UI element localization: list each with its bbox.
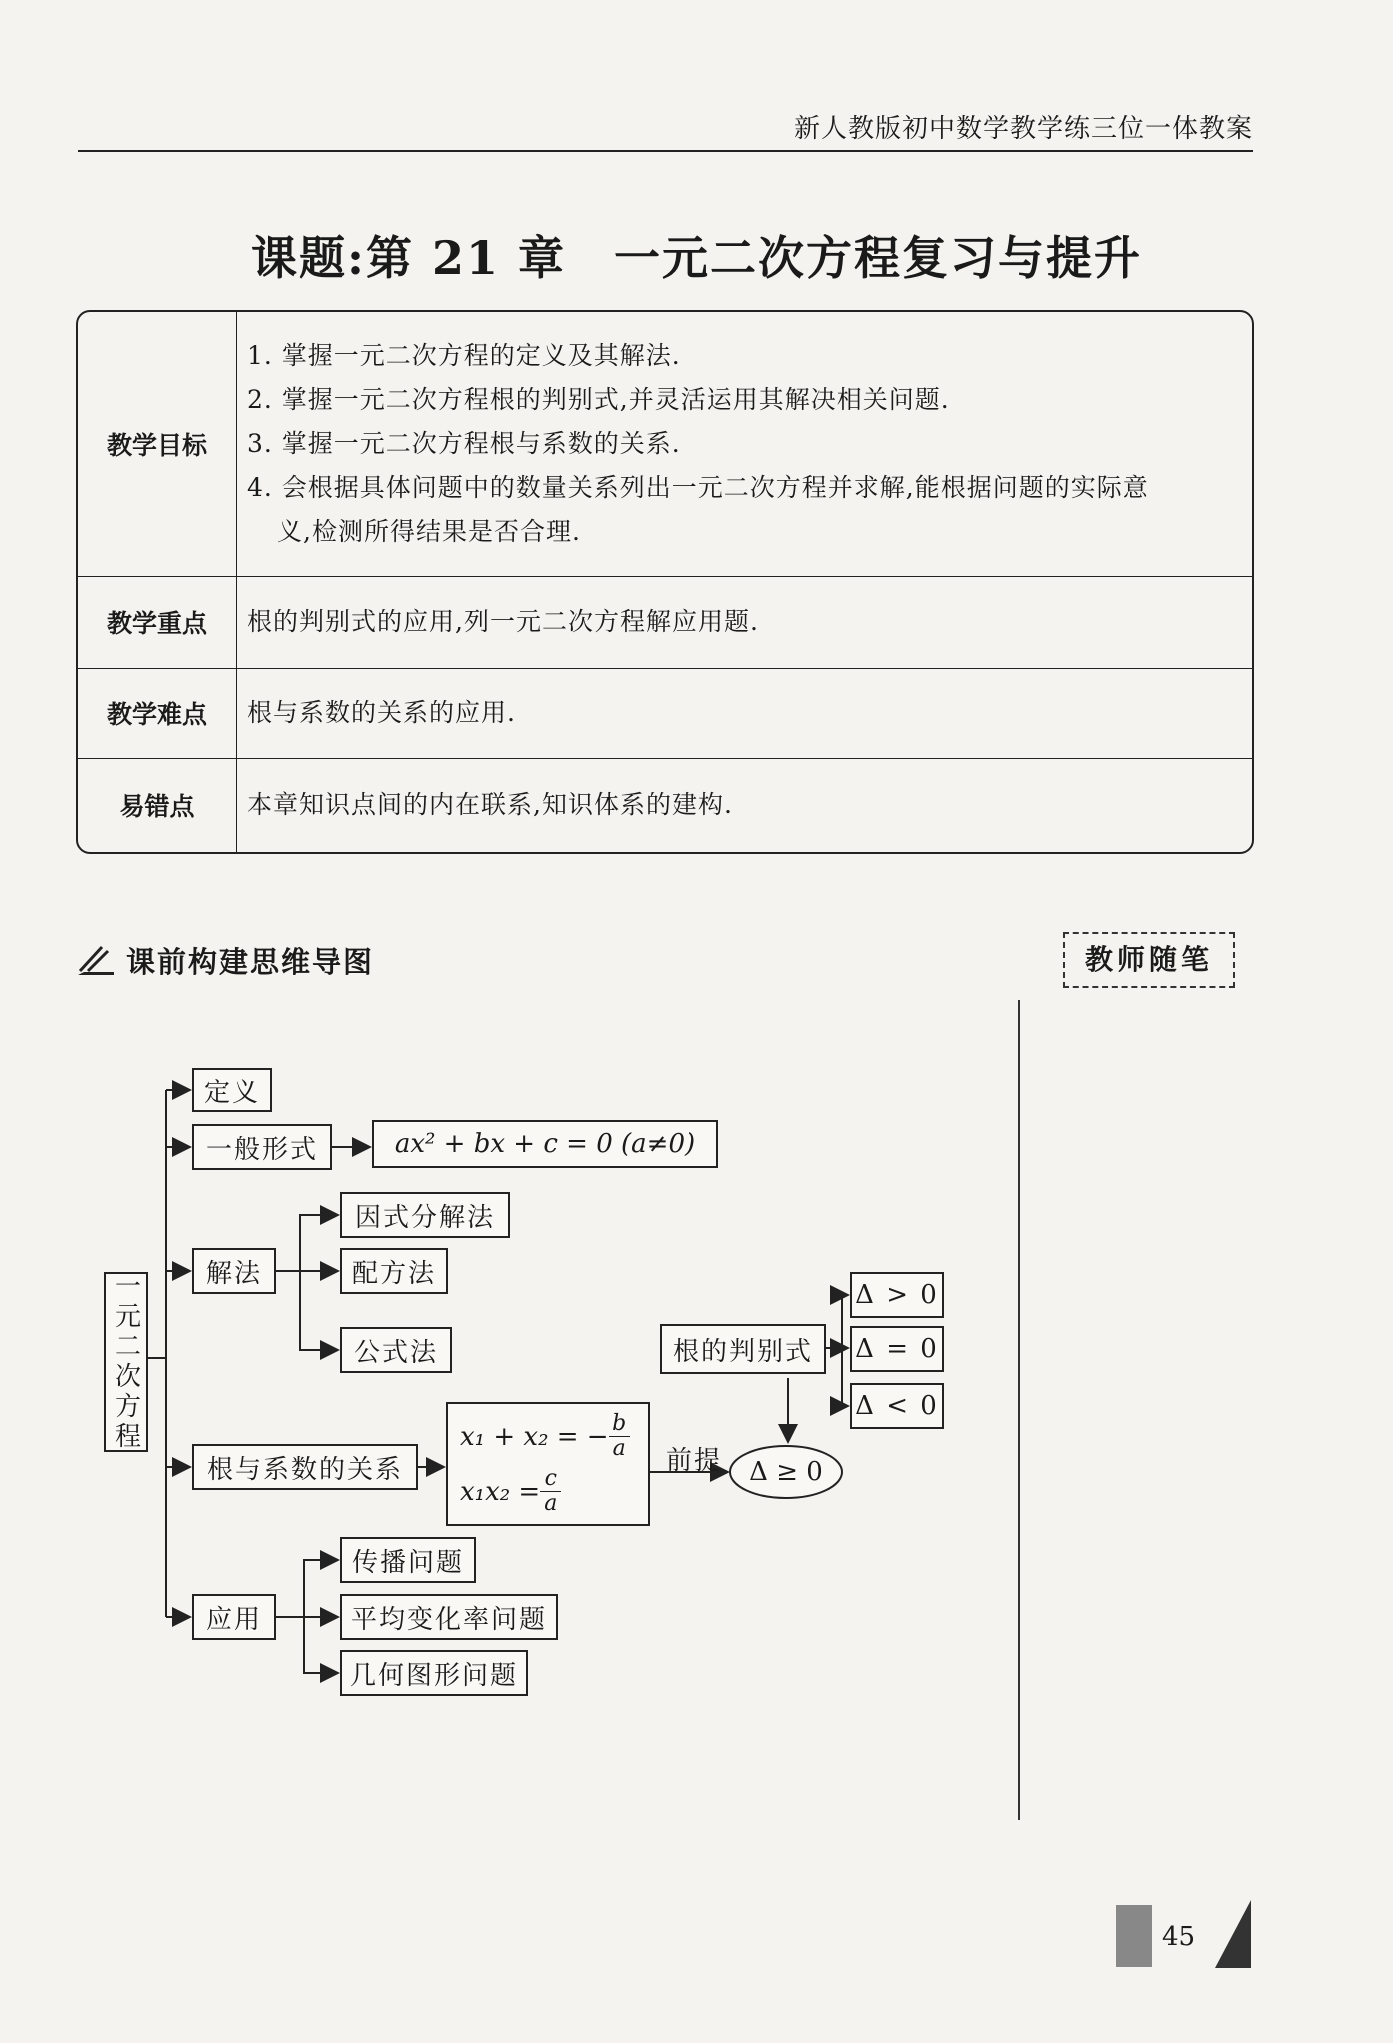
vieta-product-fraction bbox=[540, 1467, 561, 1516]
node-application: 应用 bbox=[192, 1594, 276, 1640]
node-general-form-equation: ax² + bx + c = 0 (a≠0) bbox=[372, 1120, 718, 1168]
node-completing-square: 配方法 bbox=[340, 1248, 448, 1294]
vieta-sum-fraction bbox=[609, 1412, 630, 1461]
row-label: 易错点 bbox=[78, 758, 237, 852]
discriminant-nonneg-text: Δ ≥ 0 bbox=[749, 1457, 823, 1487]
vieta-sum-numerator: b bbox=[612, 1411, 627, 1436]
node-vieta-formulas bbox=[446, 1402, 650, 1526]
node-disc-negative: Δ < 0 bbox=[850, 1383, 944, 1429]
row-label: 教学目标 bbox=[78, 312, 237, 576]
node-app-geometry: 几何图形问题 bbox=[340, 1650, 528, 1696]
vieta-sum-denominator: a bbox=[609, 1436, 630, 1461]
vieta-product-left: x₁x₂ = bbox=[460, 1476, 541, 1507]
vieta-sum bbox=[460, 1412, 630, 1461]
node-solutions: 解法 bbox=[192, 1248, 276, 1294]
page-title: 课题:第 21 章 一元二次方程复习与提升 bbox=[250, 231, 1143, 285]
mindmap-root: 一元二次方程 bbox=[104, 1272, 148, 1452]
node-disc-zero: Δ = 0 bbox=[850, 1326, 944, 1372]
node-definition: 定义 bbox=[192, 1068, 272, 1112]
goal-line: 3. 掌握一元二次方程根与系数的关系. bbox=[247, 428, 681, 458]
goal-line: 1. 掌握一元二次方程的定义及其解法. bbox=[247, 340, 681, 370]
row-label: 教学难点 bbox=[78, 668, 237, 758]
row-label: 教学重点 bbox=[78, 576, 237, 668]
node-disc-positive: Δ > 0 bbox=[850, 1272, 944, 1318]
node-discriminant: 根的判别式 bbox=[660, 1324, 826, 1374]
header-title: 新人教版初中数学教学练三位一体教案 bbox=[793, 114, 1253, 144]
row-text: 根的判别式的应用,列一元二次方程解应用题. bbox=[237, 576, 1253, 668]
node-quadratic-formula: 公式法 bbox=[340, 1327, 452, 1373]
vieta-product-numerator: c bbox=[544, 1466, 557, 1491]
page-tab-block bbox=[1116, 1905, 1152, 1967]
node-factorization: 因式分解法 bbox=[340, 1192, 510, 1238]
teacher-notes-label: 教师随笔 bbox=[1063, 932, 1235, 988]
vieta-product-denominator: a bbox=[540, 1491, 561, 1516]
page-number: 45 bbox=[1162, 1922, 1196, 1952]
vieta-product bbox=[460, 1467, 561, 1516]
node-app-spread: 传播问题 bbox=[340, 1537, 476, 1583]
node-vieta: 根与系数的关系 bbox=[192, 1444, 418, 1490]
goal-line: 义,检测所得结果是否合理. bbox=[277, 516, 581, 546]
row-text: 根与系数的关系的应用. bbox=[237, 668, 1253, 758]
section-heading-text: 课前构建思维导图 bbox=[126, 945, 375, 979]
goal-line: 2. 掌握一元二次方程根的判别式,并灵活运用其解决相关问题. bbox=[247, 384, 950, 414]
page-corner-triangle bbox=[1215, 1900, 1251, 1968]
row-text: 本章知识点间的内在联系,知识体系的建构. bbox=[237, 758, 1253, 852]
node-general-form: 一般形式 bbox=[192, 1124, 332, 1170]
goal-line: 4. 会根据具体问题中的数量关系列出一元二次方程并求解,能根据问题的实际意 bbox=[247, 472, 1149, 502]
premise-label: 前提 bbox=[666, 1446, 723, 1476]
node-app-rate: 平均变化率问题 bbox=[340, 1594, 558, 1640]
vieta-sum-left: x₁ + x₂ = − bbox=[460, 1421, 609, 1452]
